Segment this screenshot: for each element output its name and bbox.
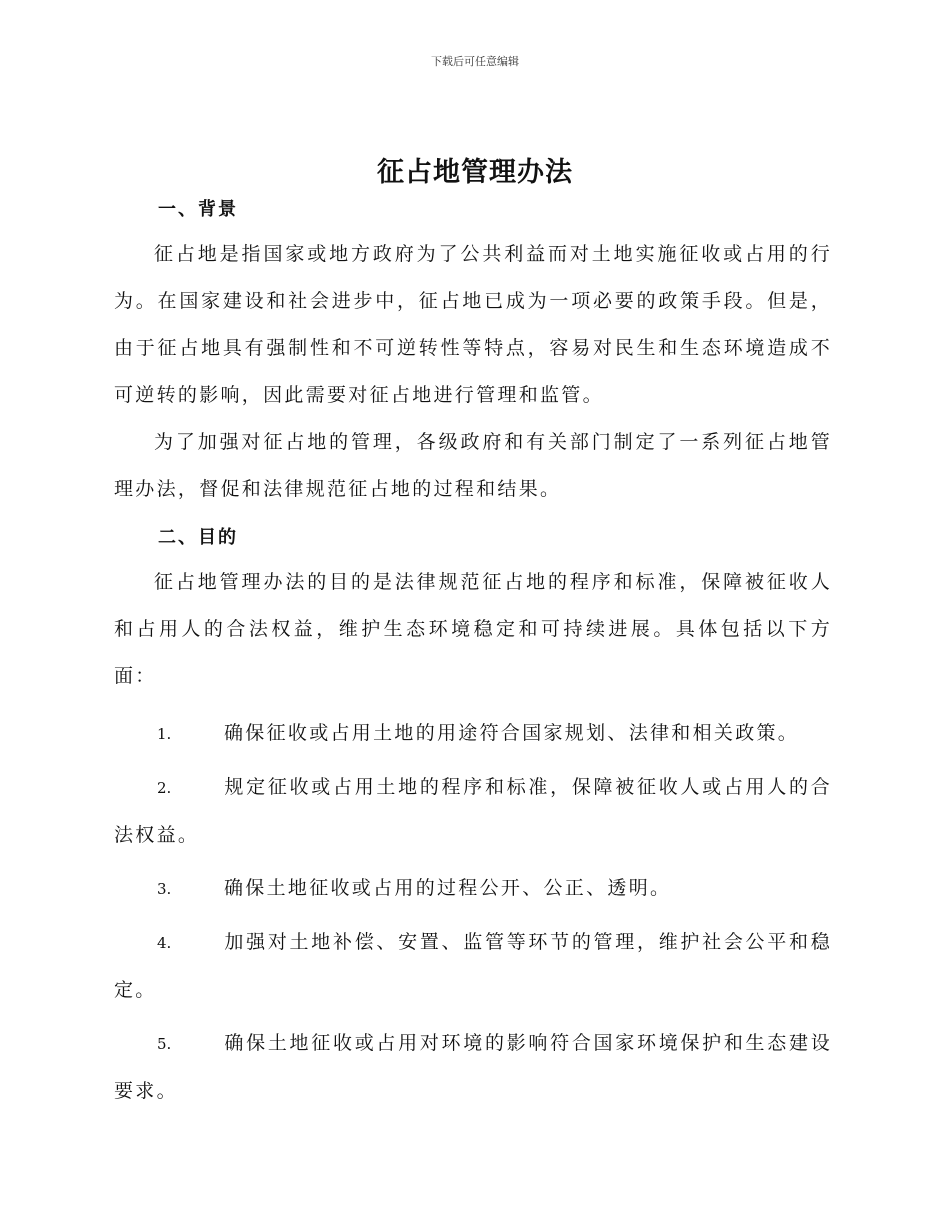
list-item-number: 5.	[157, 1035, 172, 1053]
paragraph: 为了加强对征占地的管理，各级政府和有关部门制定了一系列征占地管理办法，督促和法律规范征占地的过程和结果。	[114, 431, 832, 500]
list-item-text: 规定征收或占用土地的程序和标准，保障被征收人或占用人的合法权益。	[114, 776, 832, 846]
section-heading-purpose: 二、目的	[158, 527, 238, 548]
list-item-number: 1.	[157, 725, 172, 743]
section-heading-background: 一、背景	[158, 199, 238, 220]
list-item	[114, 710, 832, 758]
list-item-text: 加强对土地补偿、安置、监管等环节的管理，维护社会公平和稳定。	[114, 931, 832, 1001]
document-body	[114, 195, 832, 1115]
list-item-number: 4.	[157, 934, 172, 952]
list-item-text: 确保征收或占用土地的用途符合国家规划、法律和相关政策。	[224, 722, 800, 744]
list-item-text: 确保土地征收或占用对环境的影响符合国家环境保护和生态建设要求。	[114, 1032, 832, 1102]
numbered-list	[114, 710, 832, 1115]
header-note: 下载后可任意编辑	[431, 55, 519, 68]
document-title: 征占地管理办法	[377, 157, 573, 188]
list-item-number: 3.	[157, 880, 172, 898]
list-item-text: 确保土地征收或占用的过程公开、公正、透明。	[224, 877, 672, 899]
list-item	[114, 1020, 832, 1115]
list-item	[114, 865, 832, 913]
list-item	[114, 764, 832, 859]
paragraph: 征占地是指国家或地方政府为了公共利益而对土地实施征收或占用的行为。在国家建设和社会进步中，征占地已成为一项必要的政策手段。但是，由于征占地具有强制性和不可逆转性等特点，容易对民生和生态环境造成不可逆转的影响，因此需要对征占地进行管理和监管。	[114, 243, 832, 406]
list-item-number: 2.	[157, 779, 172, 797]
paragraph: 征占地管理办法的目的是法律规范征占地的程序和标准，保障被征收人和占用人的合法权益，维护生态环境稳定和可持续进展。具体包括以下方面：	[114, 571, 832, 687]
list-item	[114, 919, 832, 1014]
